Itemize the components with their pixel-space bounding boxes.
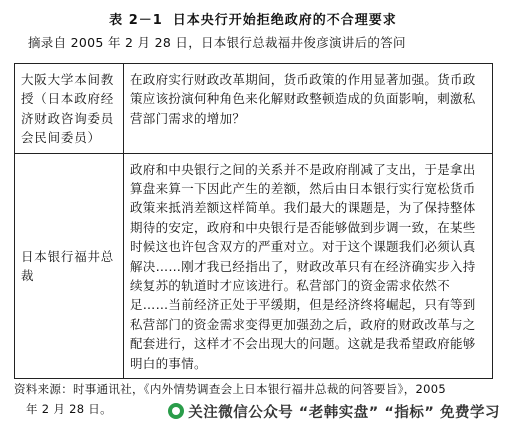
wechat-icon bbox=[168, 403, 184, 419]
table-row bbox=[15, 64, 493, 154]
source-text: 资料来源：时事通讯社，《内外情势调查会上日本银行福井总裁的问答要旨》，2005 bbox=[14, 382, 446, 396]
watermark-text: 关注微信公众号 “老韩实盘” “指标” 免费学习 bbox=[188, 404, 500, 421]
table-title-text: 日本央行开始拒绝政府的不合理要求 bbox=[172, 13, 397, 28]
table-number: 表 2－1 bbox=[109, 13, 163, 28]
table-subtitle: 摘录自 2005 年 2 月 28 日，日本银行总裁福井俊彦演讲后的答问 bbox=[28, 35, 406, 50]
content-cell: 政府和中央银行之间的关系并不是政府削减了支出，于是拿出算盘来算一下因此产生的差额，然后由日本银行实行宽松货币政策来抵消差额这样简单。我们最大的课题是，为了保持整体期待的安定，政府和中央银行是否能够做到步调一致，在某些时候这也许包含双方的严重对立。对于这个课题我们必须认真解决……刚才我已经指出了，财政改革只有在经济确实步入持续复苏的轨道时才应该进行。私营部门的资金需求依然不足……当前经济正处于平缓期，但是经济终将崛起，只有等到私营部门的资金需求变得更加强劲之后，政府的财政改革与之配套进行，这样才不会出现大的问题。这就是我希望政府能够明白的事情。 bbox=[124, 153, 493, 378]
table-row bbox=[15, 153, 493, 378]
table-title bbox=[0, 9, 506, 28]
speaker-cell: 日本银行福井总裁 bbox=[15, 153, 124, 378]
qa-table bbox=[14, 63, 493, 379]
content-cell: 在政府实行财政改革期间，货币政策的作用显著加强。货币政策应该扮演何种角色来化解财政整顿造成的负面影响，刺激私营部门需求的增加？ bbox=[124, 64, 493, 154]
source-date: 年 2 月 28 日。 bbox=[26, 402, 112, 416]
watermark-banner bbox=[166, 400, 502, 422]
speaker-cell: 大阪大学本间教授（日本政府经济财政咨询委员会民间委员） bbox=[15, 64, 124, 154]
